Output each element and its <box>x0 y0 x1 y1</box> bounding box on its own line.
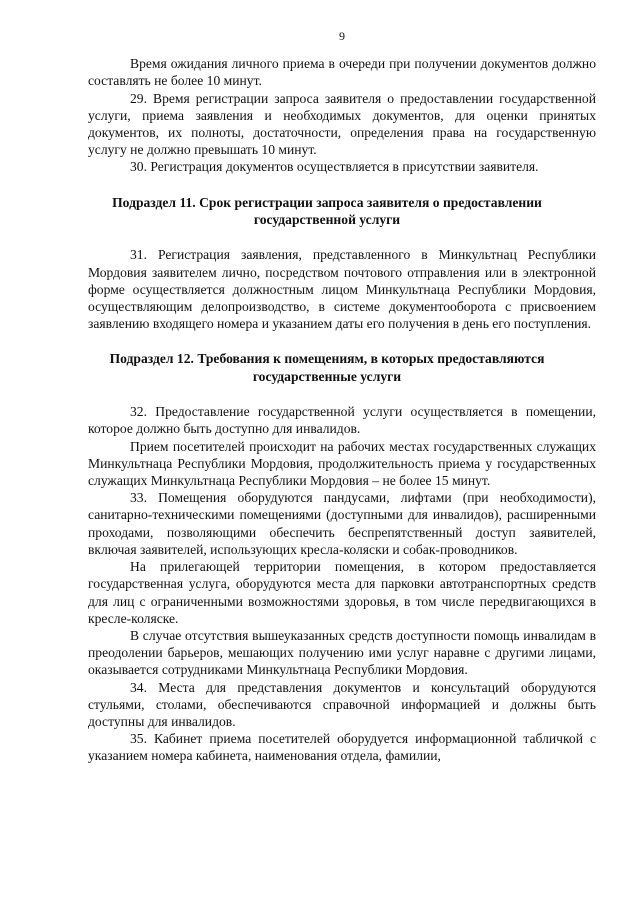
paragraph: 30. Регистрация документов осуществляется в присутствии заявителя. <box>130 159 539 175</box>
document-page <box>88 28 596 765</box>
paragraph: 29. Время регистрации запроса заявителя о предоставлении государственной услуги, приема заявления и необходимых документов, для оценки принятых документов, их полноты, достаточности, определения права на государственную услугу не должно превышать 10 минут. <box>88 90 596 158</box>
document-body <box>88 55 596 764</box>
paragraph: 32. Предоставление государственной услуги осуществляется в помещении, которое должно быть доступно для инвалидов. <box>88 404 596 437</box>
page-number: 9 <box>339 29 345 43</box>
paragraph: 35. Кабинет приема посетителей оборудуется информационной табличкой с указанием номера кабинета, наименования отдела, фамилии, <box>88 731 596 764</box>
paragraph: Прием посетителей происходит на рабочих местах государственных служащих Минкультнаца Республики Мордовия, продолжительность приема у государственных служащих Минкультнаца Республики Мордовия – не более 15 минут. <box>88 438 596 489</box>
paragraph: В случае отсутствия вышеуказанных средств доступности помощь инвалидам в преодолении барьеров, мешающих получению ими услуг наравне с другими лицами, оказывается сотрудниками Минкультнаца Республики Мордовия. <box>88 627 596 678</box>
section-heading: Подраздел 11. Срок регистрации запроса заявителя о предоставлении государственной услуги <box>112 194 542 228</box>
paragraph: 31. Регистрация заявления, представленного в Минкультнац Республики Мордовия заявителем лично, посредством почтового отправления или в электронной форме осуществляется должностным лицом Минкультнаца Республики Мордовия, осуществляющим делопроизводство, в системе документооборота с присвоением заявлению входящего номера и указанием даты его получения в день его поступления. <box>88 247 596 332</box>
paragraph: 34. Места для представления документов и консультаций оборудуются стульями, столами, обеспечиваются справочной информацией и должны быть доступны для инвалидов. <box>88 679 596 729</box>
section-heading: Подраздел 12. Требования к помещениям, в которых предоставляются государственные услуги <box>109 351 545 384</box>
paragraph: 33. Помещения оборудуются пандусами, лифтами (при необходимости), санитарно-техническими помещениями (доступными для инвалидов), расширенными проходами, позволяющими обеспечить беспрепятственный доступ заявителей, включая заявителей, использующих кресла-коляски и собак-проводников. <box>88 490 596 557</box>
paragraph: На прилегающей территории помещения, в котором предоставляется государственная услуга, оборудуются места для парковки автотранспортных средств для лиц с ограниченными возможностями здоровья, в том числе передвигающихся в кресле-коляске. <box>88 559 596 626</box>
paragraph: Время ожидания личного приема в очереди при получении документов должно составлять не более 10 минут. <box>88 56 596 89</box>
